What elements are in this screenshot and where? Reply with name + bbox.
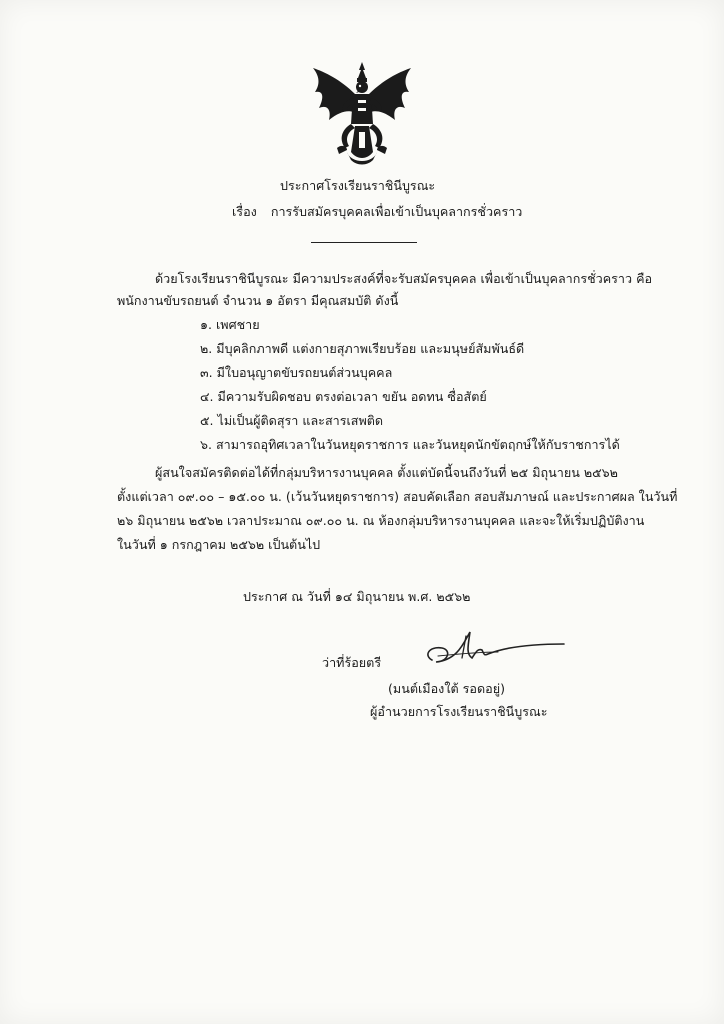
signer-rank: ว่าที่ร้อยตรี <box>322 655 382 670</box>
qualification-item: ๒. มีบุคลิกภาพดี แต่งกายสุภาพเรียบร้อย และมนุษย์สัมพันธ์ดี <box>200 341 525 356</box>
application-line-3: ๒๖ มิถุนายน ๒๕๖๒ เวลาประมาณ ๐๙.๐๐ น. ณ ห้องกลุ่มบริหารงานบุคคล และจะให้เริ่มปฏิบัติงาน <box>117 513 645 528</box>
application-line-2: ตั้งแต่เวลา ๐๙.๐๐ – ๑๕.๐๐ น. (เว้นวันหยุดราชการ) สอบคัดเลือก สอบสัมภาษณ์ และประกาศผล ในวันที่ <box>117 489 678 504</box>
application-line-4: ในวันที่ ๑ กรกฎาคม ๒๕๖๒ เป็นต้นไป <box>117 537 321 552</box>
title-divider <box>311 242 417 243</box>
qualification-item: ๑. เพศชาย <box>200 317 260 332</box>
subject-text: การรับสมัครบุคคลเพื่อเข้าเป็นบุคลากรชั่วคราว <box>270 204 523 219</box>
qualification-item: ๕. ไม่เป็นผู้ติดสุรา และสารเสพติด <box>200 413 384 428</box>
qualification-item: ๓. มีใบอนุญาตขับรถยนต์ส่วนบุคคล <box>200 365 393 380</box>
application-line-1: ผู้สนใจสมัครติดต่อได้ที่กลุ่มบริหารงานบุคคล ตั้งแต่บัดนี้จนถึงวันที่ ๒๕ มิถุนายน ๒๕๖๒ <box>155 465 618 480</box>
intro-line-1: ด้วยโรงเรียนราชินีบูรณะ มีความประสงค์ที่จะรับสมัครบุคคล เพื่อเข้าเป็นบุคลากรชั่วคราว คือ <box>155 271 653 286</box>
signer-position: ผู้อำนวยการโรงเรียนราชินีบูรณะ <box>370 704 548 719</box>
announcement-title: ประกาศโรงเรียนราชินีบูรณะ <box>280 178 436 193</box>
handwritten-signature <box>418 622 568 672</box>
announcement-date: ประกาศ ณ วันที่ ๑๔ มิถุนายน พ.ศ. ๒๕๖๒ <box>243 589 471 604</box>
intro-line-2: พนักงานขับรถยนต์ จำนวน ๑ อัตรา มีคุณสมบัติ ดังนี้ <box>117 293 399 308</box>
qualification-item: ๖. สามารถอุทิศเวลาในวันหยุดราชการ และวันหยุดนักขัตฤกษ์ให้กับราชการได้ <box>200 437 620 452</box>
subject-line <box>232 203 522 221</box>
signer-name: (มนต์เมืองใต้ รอดอยู่) <box>388 681 506 696</box>
garuda-emblem-icon <box>311 60 413 168</box>
subject-label: เรื่อง <box>232 204 257 219</box>
qualification-item: ๔. มีความรับผิดชอบ ตรงต่อเวลา ขยัน อดทน ซื่อสัตย์ <box>200 389 487 404</box>
